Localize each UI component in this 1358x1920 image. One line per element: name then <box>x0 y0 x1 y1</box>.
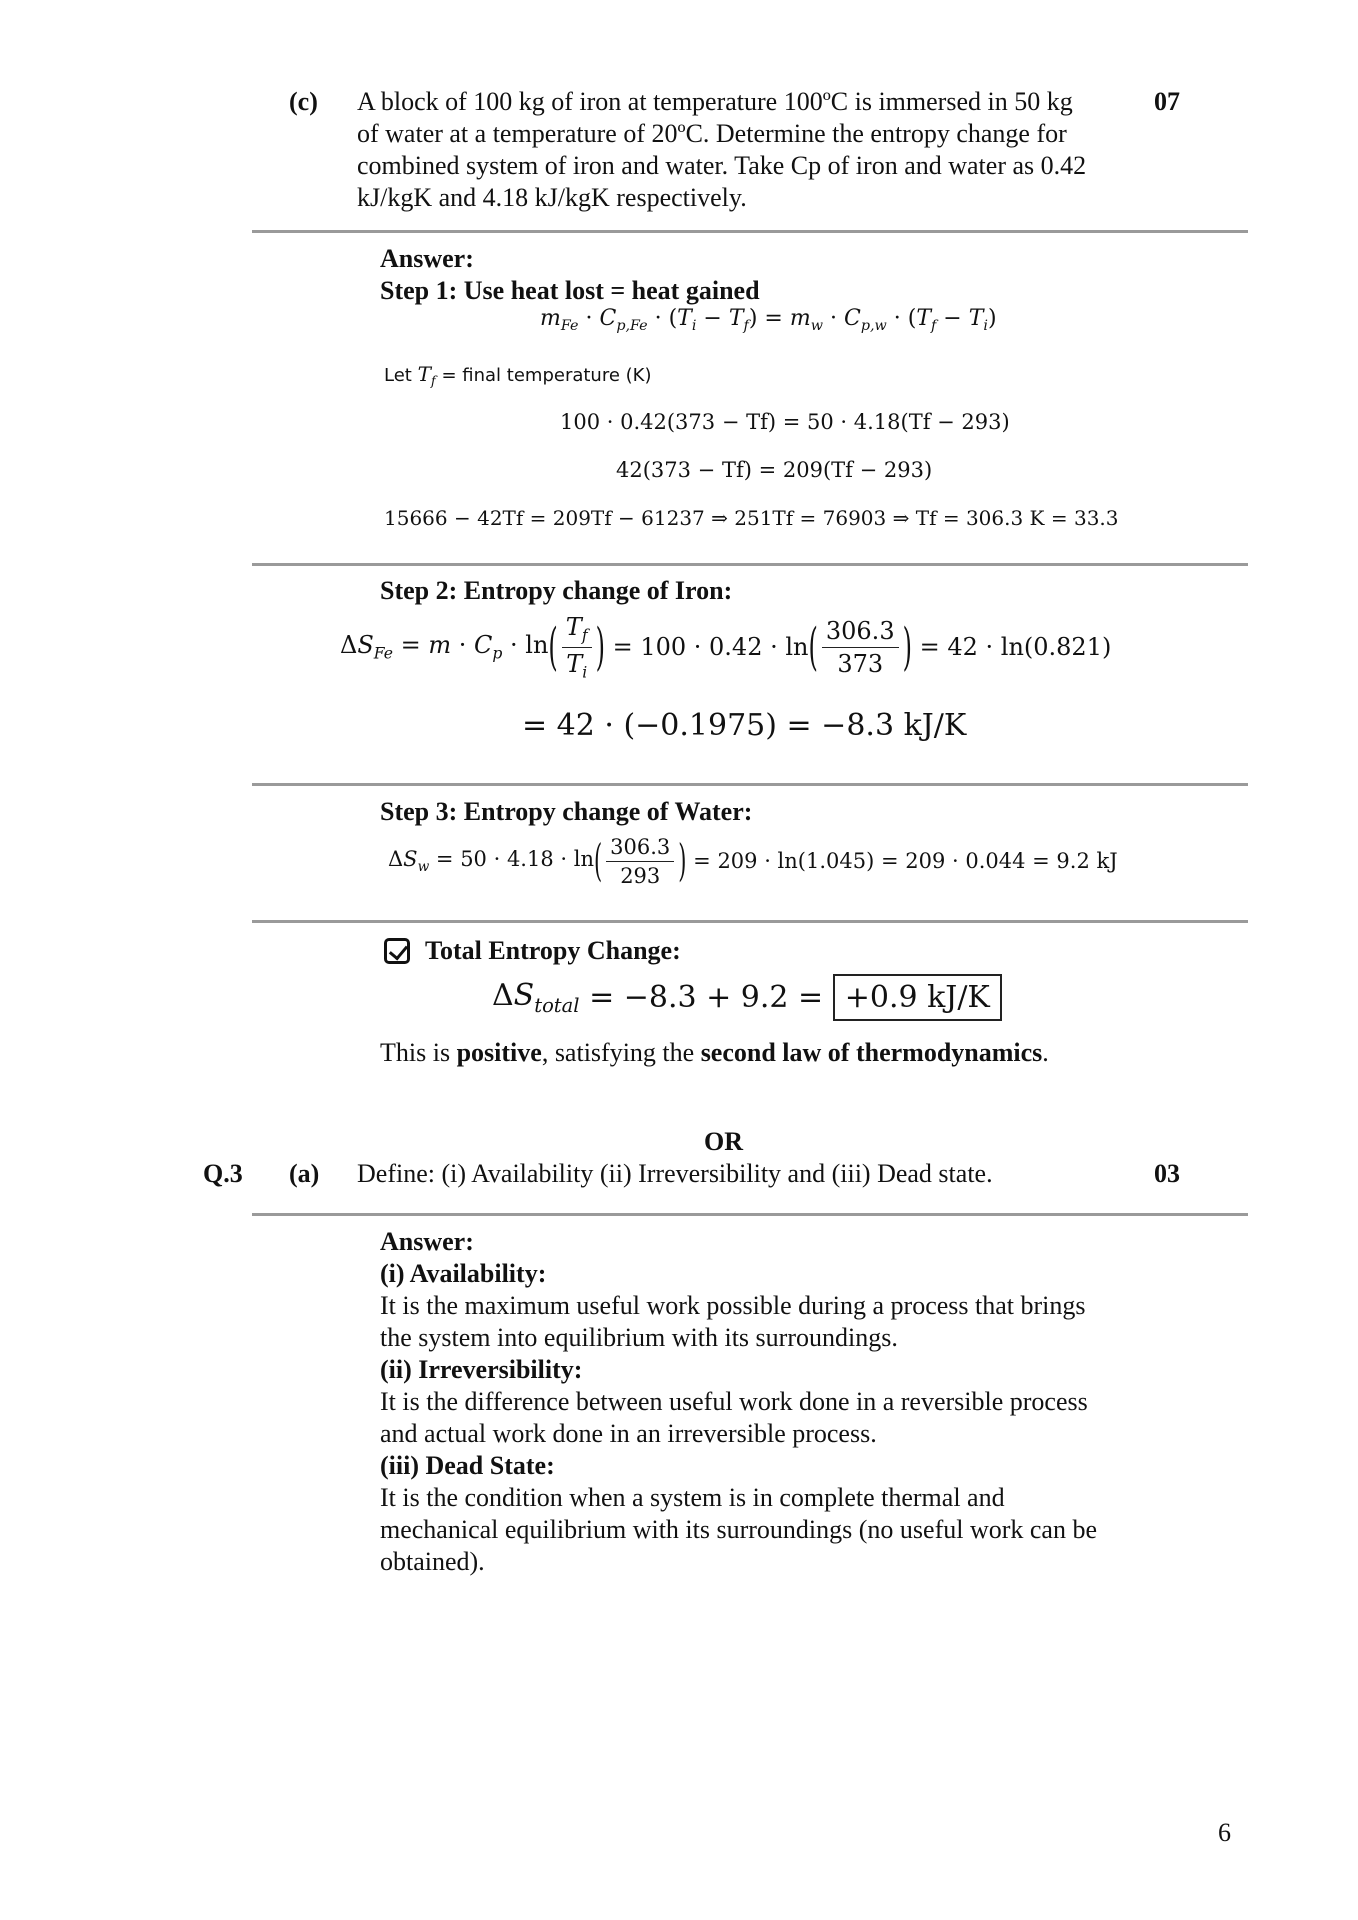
equation-simplified: 42(373 − Tf) = 209(Tf − 293) <box>616 458 933 482</box>
divider <box>252 783 1248 786</box>
answer-heading: Answer: <box>380 244 474 273</box>
marks: 07 <box>1154 87 1180 116</box>
divider <box>252 1213 1248 1216</box>
divider <box>252 230 1248 233</box>
equation-iron-result: = 42 · (−0.1975) = −8.3 kJ/K <box>522 708 967 743</box>
divider <box>252 920 1248 923</box>
definition-text: It is the difference between useful work done in a reversible process and actual work done in an irreversible process. <box>380 1387 1088 1448</box>
definition-text: It is the maximum useful work possible during a process that brings the system into equilibrium with its surroundings. <box>380 1291 1086 1352</box>
equation-total-entropy: $\Delta S_{total}$ = −8.3 + 9.2 = +0.9 kJ/K <box>492 974 1002 1021</box>
page-number: 6 <box>1218 1818 1231 1847</box>
question-label-a: (a) <box>289 1159 320 1188</box>
or-separator: OR <box>704 1127 743 1156</box>
equation-heat-balance: $m_{Fe} \cdot C_{p,Fe} \cdot (T_i - T_f) = m_w \cdot C_{p,w} \cdot (T_f - T_i)$ <box>540 306 997 334</box>
question-text: Define: (i) Availability (ii) Irreversibility and (iii) Dead state. <box>357 1159 993 1188</box>
equation-water-entropy: $\Delta S_w = 50 \cdot 4.18 \cdot \ln$ ( $\frac{306.3}{293}$ ) = 209 · ln(1.045) = 209 · 0.044 = 9.2 kJ <box>388 834 1118 888</box>
step-heading: Step 3: Entropy change of Water: <box>380 797 753 826</box>
let-statement: Let $T_f$ = final temperature (K) <box>384 362 652 390</box>
checkbox-icon <box>384 938 410 964</box>
boxed-result: +0.9 kJ/K <box>833 974 1002 1021</box>
definition-text: It is the condition when a system is in complete thermal and mechanical equilibrium with its surroundings (no useful work can be obtained). <box>380 1483 1098 1576</box>
definition-title: (ii) Irreversibility: <box>380 1355 583 1384</box>
marks: 03 <box>1154 1159 1180 1188</box>
question-number: Q.3 <box>203 1159 243 1188</box>
equation-solution: 15666 − 42Tf = 209Tf − 61237 ⇒ 251Tf = 76903 ⇒ Tf = 306.3 K = 33.3 <box>384 506 1119 530</box>
question-label-c: (c) <box>289 87 318 116</box>
equation-substituted: 100 · 0.42(373 − Tf) = 50 · 4.18(Tf − 293) <box>560 410 1010 434</box>
divider <box>252 563 1248 566</box>
total-heading: Total Entropy Change: <box>425 936 681 965</box>
definition-title: (iii) Dead State: <box>380 1451 555 1480</box>
answer-block <box>380 1226 1120 1578</box>
definition-title: (i) Availability: <box>380 1259 547 1288</box>
step-heading: Step 1: Use heat lost = heat gained <box>380 276 760 305</box>
conclusion: This is positive, satisfying the second law of thermodynamics. <box>380 1038 1049 1067</box>
step-heading: Step 2: Entropy change of Iron: <box>380 576 733 605</box>
equation-iron-entropy: $\Delta S_{Fe} = m \cdot C_p \cdot \ln$ ( $\frac{T_f}{T_i}$ ) = 100 · 0.42 · ln ( $\frac{306.3}{373}$ ) = 42 · ln(0.821) <box>340 613 1112 681</box>
question-text: A block of 100 kg of iron at temperature 100ºC is immersed in 50 kg of water at a temperature of 20ºC. Determine the entropy change for combined system of iron and water. Take Cp of iron and water as 0.42 kJ/kgK and 4.18 kJ/kgK respectively. <box>357 87 1087 212</box>
answer-heading: Answer: <box>380 1227 474 1256</box>
